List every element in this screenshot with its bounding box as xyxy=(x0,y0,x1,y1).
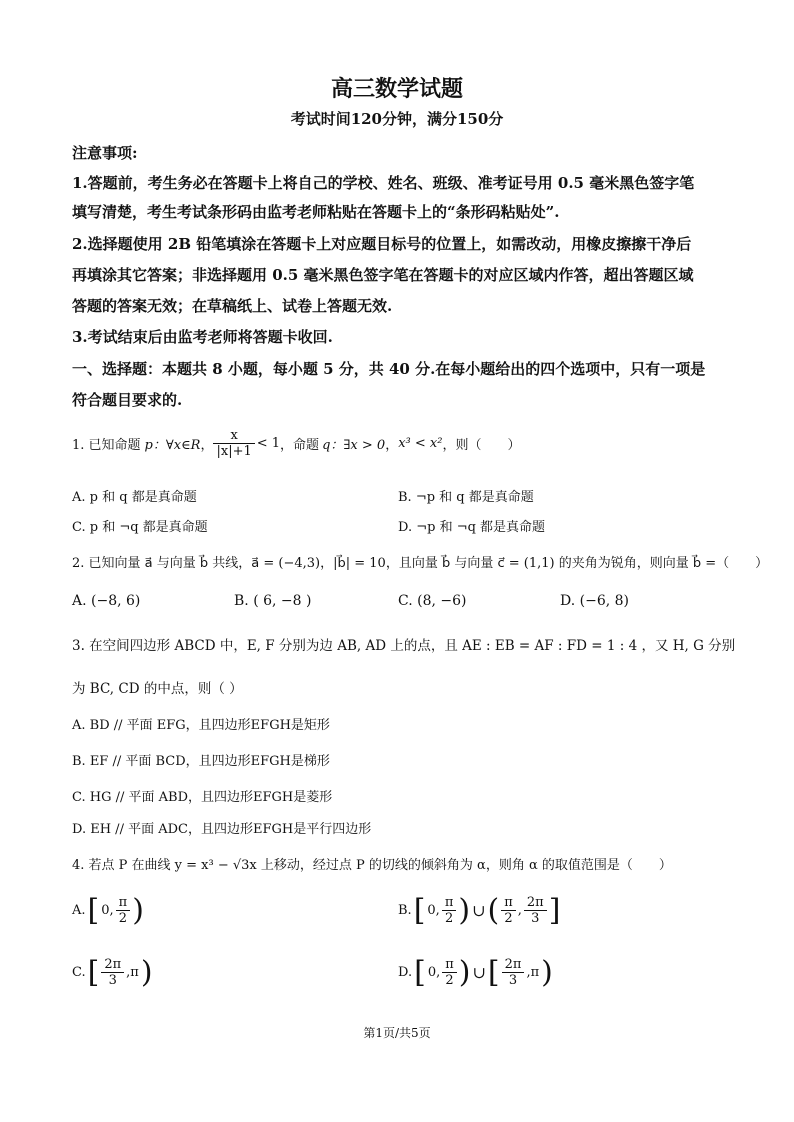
question-3-stem-b: 为 BC, CD 的中点，则（ ） xyxy=(72,681,243,697)
notice-line-2b: 再填涂其它答案；非选择题用 0.5 毫米黑色签字笔在答题卡的对应区域内作答，超出答题区域 xyxy=(72,266,694,284)
q4-d-num-1: π xyxy=(442,957,457,973)
q2-option-b: B. ( 6, −8 ) xyxy=(234,593,312,609)
q4-b-fraction-1 xyxy=(442,895,457,926)
q4-b-den-2: 2 xyxy=(504,911,513,926)
q3-option-b: B. EF // 平面 BCD，且四边形EFGH是梯形 xyxy=(72,754,330,769)
q1-option-b: B. ¬p 和 q 都是真命题 xyxy=(398,490,534,505)
q4-b-bracket-4: ] xyxy=(548,892,561,928)
q2-option-d: D. (−6, 8) xyxy=(560,593,629,609)
q4-c-pi: ,π xyxy=(126,965,139,980)
q4-option-b xyxy=(398,892,561,928)
notice-line-1a: 1.答题前，考生务必在答题卡上将自己的学校、姓名、班级、准考证号用 0.5 毫米黑色签字笔 xyxy=(72,174,695,192)
q4-b-fraction-3 xyxy=(524,895,547,926)
q4-c-num: 2π xyxy=(101,957,124,973)
q4-a-right-bracket: ) xyxy=(132,892,144,928)
q4-b-bracket-1: [ xyxy=(413,892,426,928)
q3-option-a: A. BD // 平面 EFG，且四边形EFGH是矩形 xyxy=(72,718,330,733)
q4-a-zero: 0, xyxy=(101,903,114,918)
q3-option-d: D. EH // 平面 ADC，且四边形EFGH是平行四边形 xyxy=(72,822,372,837)
q4-b-bracket-2: ) xyxy=(458,892,471,928)
q1-q-def: q：∃x > 0 xyxy=(322,438,386,453)
q4-d-label: D. xyxy=(398,965,413,980)
page-title: 高三数学试题 xyxy=(330,76,463,102)
q4-d-union: ∪ xyxy=(472,963,486,982)
q1-option-c: C. p 和 ¬q 都是真命题 xyxy=(72,520,208,535)
q4-d-fraction-2 xyxy=(502,957,525,988)
question-1-stem xyxy=(72,428,520,459)
q1-comma-3: ， xyxy=(385,438,399,453)
q4-a-num: π xyxy=(116,895,131,911)
q4-c-den: 3 xyxy=(108,973,117,988)
q4-b-den-1: 2 xyxy=(444,911,454,926)
notice-line-1b: 填写清楚，考生考试条形码由监考老师粘贴在答题卡上的“条形码粘贴处”. xyxy=(72,203,560,221)
q4-d-zero: 0, xyxy=(427,965,441,980)
q4-option-c xyxy=(72,954,153,990)
notice-line-3: 3.考试结束后由监考老师将答题卡收回. xyxy=(72,328,333,346)
q4-b-comma: , xyxy=(517,903,522,918)
q4-option-a xyxy=(72,892,144,928)
q1-comma-1: ， xyxy=(200,438,214,453)
q4-c-label: C. xyxy=(72,965,86,980)
q4-a-left-bracket: [ xyxy=(87,892,100,928)
page-number: 第1页/共5页 xyxy=(363,1026,431,1040)
notice-line-2c: 答题的答案无效；在草稿纸上、试卷上答题无效. xyxy=(72,297,393,315)
q4-b-zero: 0, xyxy=(427,903,440,918)
q1-frac-den: |x|+1 xyxy=(216,444,252,459)
q4-d-bracket-3: [ xyxy=(487,954,500,990)
q1-comma-2: ，命题 xyxy=(280,438,320,453)
q4-b-label: B. xyxy=(398,903,412,918)
q4-a-den: 2 xyxy=(118,911,128,926)
q4-d-bracket-4: ) xyxy=(541,954,553,990)
q4-d-den-1: 2 xyxy=(445,973,454,988)
section-1-intro-b: 符合题目要求的. xyxy=(72,391,183,409)
q4-c-right-bracket: ) xyxy=(140,954,153,990)
q4-b-num-2: π xyxy=(501,895,516,911)
q4-b-bracket-3: ( xyxy=(487,892,500,928)
q4-b-num-3: 2π xyxy=(524,895,547,911)
q4-d-num-2: 2π xyxy=(502,957,525,973)
question-2-stem: 2. 已知向量 a⃗ 与向量 b⃗ 共线，a⃗ = (−4,3)，|b⃗| = 10，且向量 b⃗ 与向量 c⃗ = (1,1) 的夹角为锐角，则向量 b⃗ =（ ） xyxy=(72,556,769,571)
q2-option-c: C. (8, −6) xyxy=(398,593,467,609)
q3-option-c: C. HG // 平面 ABD，且四边形EFGH是菱形 xyxy=(72,790,333,805)
q2-option-a: A. (−8, 6) xyxy=(72,593,141,609)
q1-inequality: x³ < x² xyxy=(398,436,443,451)
notice-heading: 注意事项: xyxy=(72,144,138,162)
q1-stem-start: 1. 已知命题 xyxy=(72,438,141,453)
q4-b-num-1: π xyxy=(442,895,457,911)
question-3-stem-a: 3. 在空间四边形 ABCD 中，E, F 分别为边 AB, AD 上的点，且 AE : EB = AF : FD = 1 : 4 ，又 H, G 分别 xyxy=(72,638,736,654)
q1-tail: ，则（ ） xyxy=(442,438,521,453)
q1-option-d: D. ¬p 和 ¬q 都是真命题 xyxy=(398,520,546,535)
question-4-stem: 4. 若点 P 在曲线 y = x³ − √3x 上移动，经过点 P 的切线的倾斜角为 α，则角 α 的取值范围是（ ） xyxy=(72,858,672,873)
q4-b-fraction-2 xyxy=(501,895,516,926)
q1-fraction xyxy=(213,428,254,459)
q4-c-left-bracket: [ xyxy=(87,954,100,990)
q1-p-def: p：∀x∈R xyxy=(144,438,201,453)
exam-info: 考试时间120分钟，满分150分 xyxy=(290,110,504,128)
q4-d-den-2: 3 xyxy=(508,973,518,988)
q1-lt-one: < 1 xyxy=(256,436,281,451)
q4-d-bracket-1: [ xyxy=(414,954,426,990)
q4-c-fraction xyxy=(101,957,124,988)
q4-a-label: A. xyxy=(72,903,86,918)
q4-option-d xyxy=(398,954,553,990)
q4-b-union: ∪ xyxy=(472,901,486,920)
q4-b-den-3: 3 xyxy=(531,911,540,926)
q4-d-pi: ,π xyxy=(526,965,540,980)
q4-d-fraction-1 xyxy=(442,957,457,988)
q4-d-bracket-2: ) xyxy=(458,954,471,990)
notice-line-2a: 2.选择题使用 2B 铅笔填涂在答题卡上对应题目标号的位置上，如需改动，用橡皮擦擦干净后 xyxy=(72,235,692,253)
section-1-intro-a: 一、选择题：本题共 8 小题，每小题 5 分，共 40 分.在每小题给出的四个选项中，只有一项是 xyxy=(72,360,706,378)
q4-a-fraction xyxy=(116,895,131,926)
q1-frac-num: x xyxy=(213,428,254,444)
q1-option-a: A. p 和 q 都是真命题 xyxy=(72,490,197,505)
